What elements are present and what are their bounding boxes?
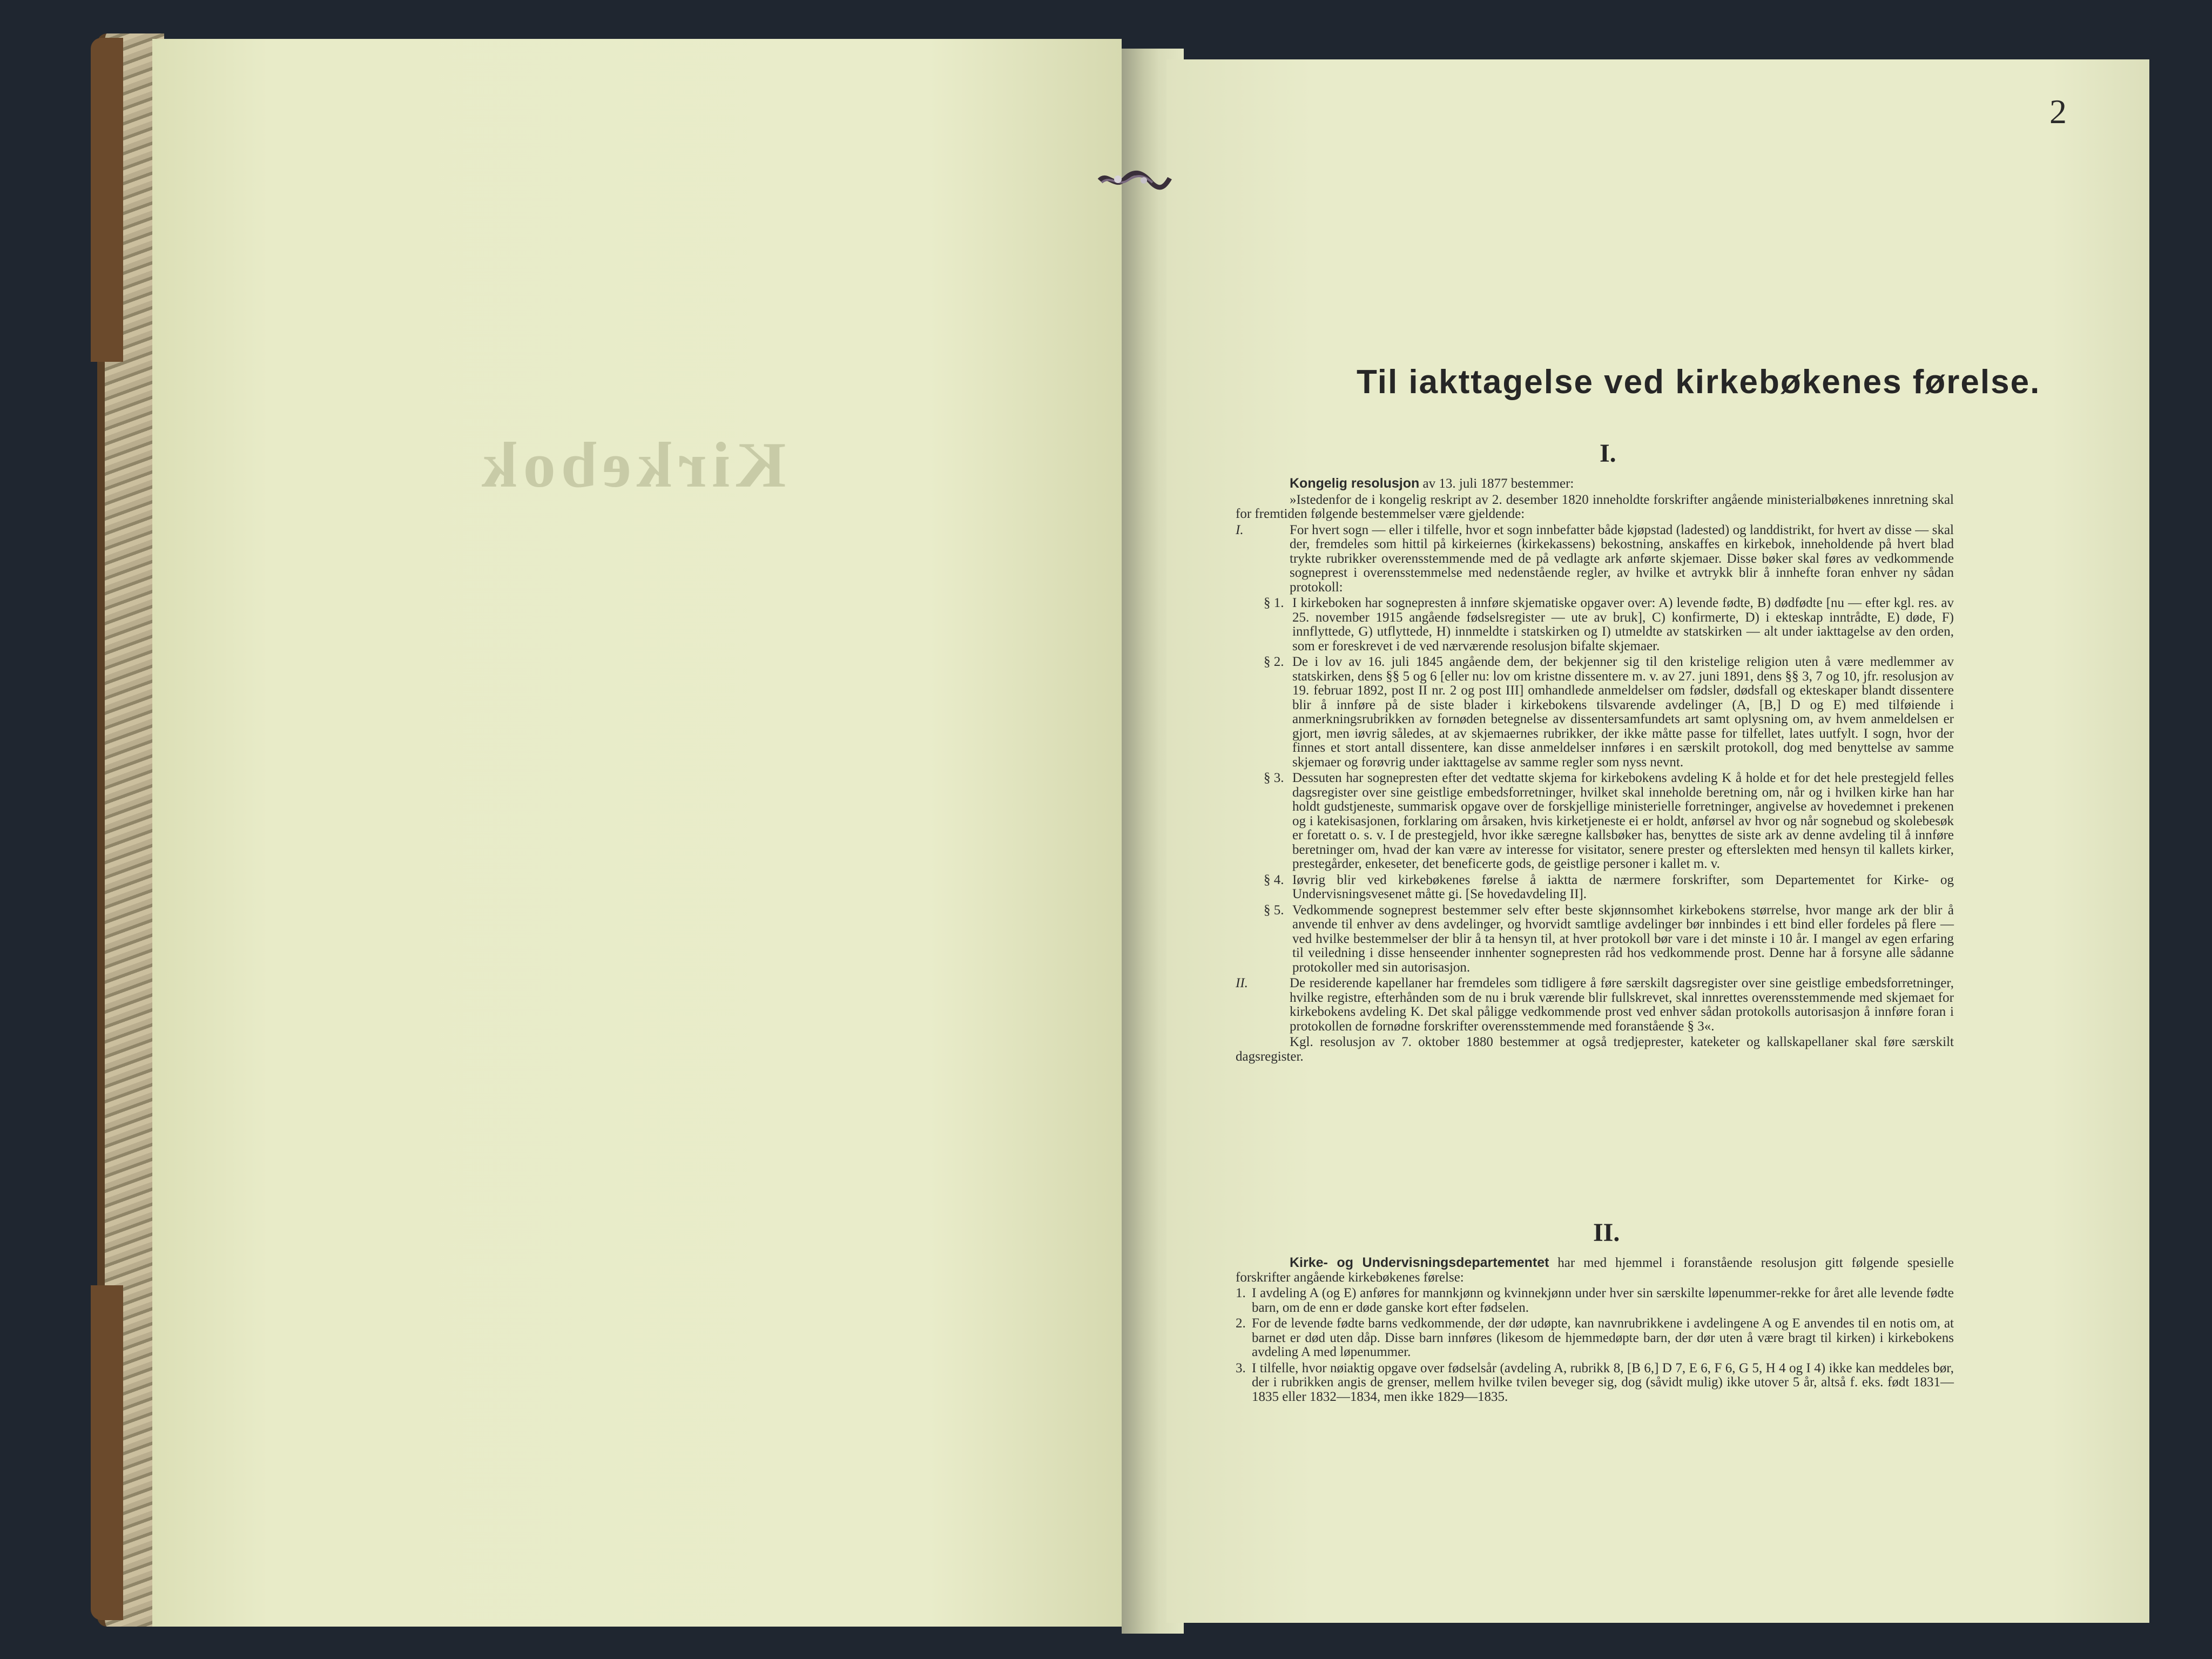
section-1-intro-rest: av 13. juli 1877 bestemmer: (1419, 476, 1574, 491)
paragraph-2 (1236, 655, 1954, 770)
paragraph-1 (1236, 596, 1954, 653)
left-page (152, 39, 1122, 1627)
section-1-closing: Kgl. resolusjon av 7. oktober 1880 bestemmer at også tredjeprester, kateketer og kallskapellaner skal føre særskilt dagsregister. (1236, 1035, 1954, 1064)
paragraph-text: I kirkeboken har sognepresten å innføre skjematiske opgaver over: A) levende fødte, B) dødfødte [nu — efter kgl. res. av 25. november 1915 angående fødselsregister — ute av bruk], C) konfirmerte, D) i ekteskap inntrådte, E) døde, F) innflyttede, G) utflyttede, H) innmeldte i statskirken og I) utmeldte av statskirken — alt under iakttagelse av den orden, som er foreskrevet i de ved nærværende resolusjon bifalte skjemaer. (1292, 596, 1954, 653)
paragraph-text: Dessuten har sognepresten efter det vedtatte skjema for kirkebokens avdeling K å holde et for det hele prestegjeld felles dagsregister over sine geistlige embedsforretninger, hvilket skal inneholde beretning om, når og i hvilken kirke han har holdt gudstjeneste, summarisk opgave over de forskjellige ministerielle forretninger, angivelse av hovedemnet i prekenen og i katekisasjonen, forklaring om årsaken, hvis kirketjeneste ei er holdt, anførsel av hvor og når sognebud og skolebesøk er foretatt o. s. v. I de prestegjeld, hvor ikke særegne kallsbøker has, benyttes de siste ark av denne avdeling til å innføre beretninger om, hvad der kan være av interesse for visitator, senere prester og efterslekten med hensyn til kallets kirker, prestegårder, enkeseter, det beneficerte gods, de geistlige personer i kallet m. v. (1292, 771, 1954, 871)
rule-text: I avdeling A (og E) anføres for mannkjønn og kvinnekjønn under hver sin særskilte løpenummer-rekke for året alle levende fødte barn, om de enn er døde ganske kort efter fødselen. (1252, 1286, 1954, 1315)
section-2-heading: II. (1593, 1218, 1620, 1247)
section-2-body (1236, 1256, 1954, 1406)
paragraph-5 (1236, 903, 1954, 975)
section-1-intro-bold: Kongelig resolusjon (1290, 476, 1420, 491)
rule-1 (1236, 1286, 1954, 1315)
rule-3 (1236, 1361, 1954, 1405)
page-number: 2 (2049, 92, 2067, 131)
section-1-body (1236, 476, 1954, 1065)
binding-thread-icon (1096, 168, 1172, 192)
paragraph-text: Vedkommende sogneprest bestemmer selv efter beste skjønnsomhet kirkebokens størrelse, hvor mange ark der blir å anvende til enhver av dens avdelinger, og hvorvidt samtlige avdelinger bør innbindes i ett bind eller fordeles på flere — ved hvilke bestemmelser der blir å ta hensyn til, at hver protokoll bør vare i det minste i 10 år. I mangel av egen erfaring til veiledning i disse henseender innhenter sognepresten råd hos vedkommende prost. Denne har å forsyne alle sådanne protokoller med sin autorisasjon. (1292, 902, 1954, 975)
section-1-item-1 (1236, 523, 1954, 595)
rule-text: I tilfelle, hvor nøiaktig opgave over fødselsår (avdeling A, rubrikk 8, [B 6,] D 7, E 6, F 6, G 5, H 4 og I 4) ikke kan meddeles bør, der i rubrikken angis de grenser, mellem hvilke tvilen beveger sig, dog (såvidt mulig) ikke utover 5 år, altså f. eks. født 1831—1835 eller 1832—1834, men ikke 1829—1835. (1252, 1360, 1954, 1404)
left-page-bleed-through: Kirkebok (476, 429, 786, 501)
rule-text: For de levende fødte barns vedkommende, der dør udøpte, kan navnrubrikkene i avdelingene A og E anvendes til en notis om, at barnet er død uten dåp. Disse barn innføres (likesom de hjemmedøpte barn, der dør uten å være bragt til kirken) i kirkebokens avdeling A med løpenummer. (1252, 1316, 1954, 1359)
paragraph-label: § 2. (1264, 655, 1284, 669)
item-text: For hvert sogn — eller i tilfelle, hvor et sogn innbefatter både kjøpstad (ladested) og landdistrikt, for hvert av disse — skal der, fremdeles som hittil på kirkeiernes (kirkekassens) bekostning, anskaffes en kirkebok, inneholdende på hvert blad trykte rubrikker overensstemmende med de på vedlagte ark anførte skjemaer. Disse bøker skal føres av vedkommende sogneprest i overensstemmelse med nedenstående regler, av hvilke et avtrykk blir å innhefte foran enhver ny sådan protokoll: (1290, 522, 1954, 595)
paragraph-label: § 1. (1264, 596, 1284, 610)
paragraph-text: De i lov av 16. juli 1845 angående dem, der bekjenner sig til den kristelige religion uten å være medlemmer av statskirken, dens §§ 5 og 6 [eller nu: lov om kristne dissentere m. v. av 27. juni 1891, dens §§ 3, 7 og 10, jfr. resolusjon av 19. februar 1892, post II nr. 2 og post III] omhandlede anmeldelser om fødsler, dødsfall og ekteskaper blandt dissentere blir å innføre på de siste blader i kirkebokens tilsvarende avdelinger (A, [B,] D og E) med tilføiende i anmerkningsrubrikken av fornøden betegnelse av dissentersamfundets art samt oplysning om, av hvem anmeldelsen er gjort, men iøvrig således, at av skjemaernes rubrikker, der ikke måtte passe for tilfellet, lates uutfylt. I sogn, hvor der finnes et stort antall dissentere, kan disse anmeldelser innføres i en særskilt protokoll, dog med benyttelse av samme skjemaer og forøvrig under iakttagelse av samme regler som nyss nevnt. (1292, 655, 1954, 770)
section-2-intro (1236, 1256, 1954, 1285)
section-2-intro-rest: har med hjemmel i foranstående resolusjon gitt følgende spesielle forskrifter angående kirkebøkenes førelse: (1236, 1256, 1954, 1285)
paragraph-label: § 4. (1264, 872, 1284, 887)
paragraph-label: § 5. (1264, 902, 1284, 918)
page-title: Til iakttagelse ved kirkebøkenes førelse. (1357, 363, 2041, 401)
item-text: De residerende kapellaner har fremdeles som tidligere å føre særskilt dagsregister over sine geistlige embedsforretninger, hvilke registre, efterhånden som de nu i bruk værende blir fullskrevet, skal innrettes overensstemmende med skjemaet for kirkebokens avdeling K. Det skal påligge vedkommende prost ved enhver sådan protokolls autorisasjon å innføre foran i protokollen de fornødne forskrifter overensstemmende med foranstående § 3«. (1290, 976, 1954, 1034)
item-label: I. (1236, 522, 1244, 537)
rule-label: 2. (1236, 1316, 1246, 1331)
rule-label: 3. (1236, 1360, 1246, 1375)
paragraph-label: § 3. (1264, 771, 1284, 785)
section-1-item-2 (1236, 976, 1954, 1034)
paragraph-4 (1236, 873, 1954, 902)
rule-label: 1. (1236, 1286, 1246, 1300)
section-1-intro (1236, 476, 1954, 491)
corner-protector-top (91, 38, 123, 362)
section-1-quote: »Istedenfor de i kongelig reskript av 2. desember 1820 inneholdte forskrifter angående ministerialbøkenes innretning skal for fremtiden følgende bestemmelser være gjeldende: (1236, 492, 1954, 521)
rule-2 (1236, 1317, 1954, 1360)
corner-protector-bottom (91, 1285, 123, 1620)
paragraph-3 (1236, 771, 1954, 872)
paragraph-text: Iøvrig blir ved kirkebøkenes førelse å iaktta de nærmere forskrifter, som Departementet for Kirke- og Undervisningsvesenet måtte gi. [Se hovedavdeling II]. (1292, 872, 1954, 901)
section-1-heading: I. (1600, 439, 1616, 468)
item-label: II. (1236, 976, 1248, 990)
section-2-intro-bold: Kirke- og Undervisningsdepartementet (1290, 1255, 1549, 1270)
